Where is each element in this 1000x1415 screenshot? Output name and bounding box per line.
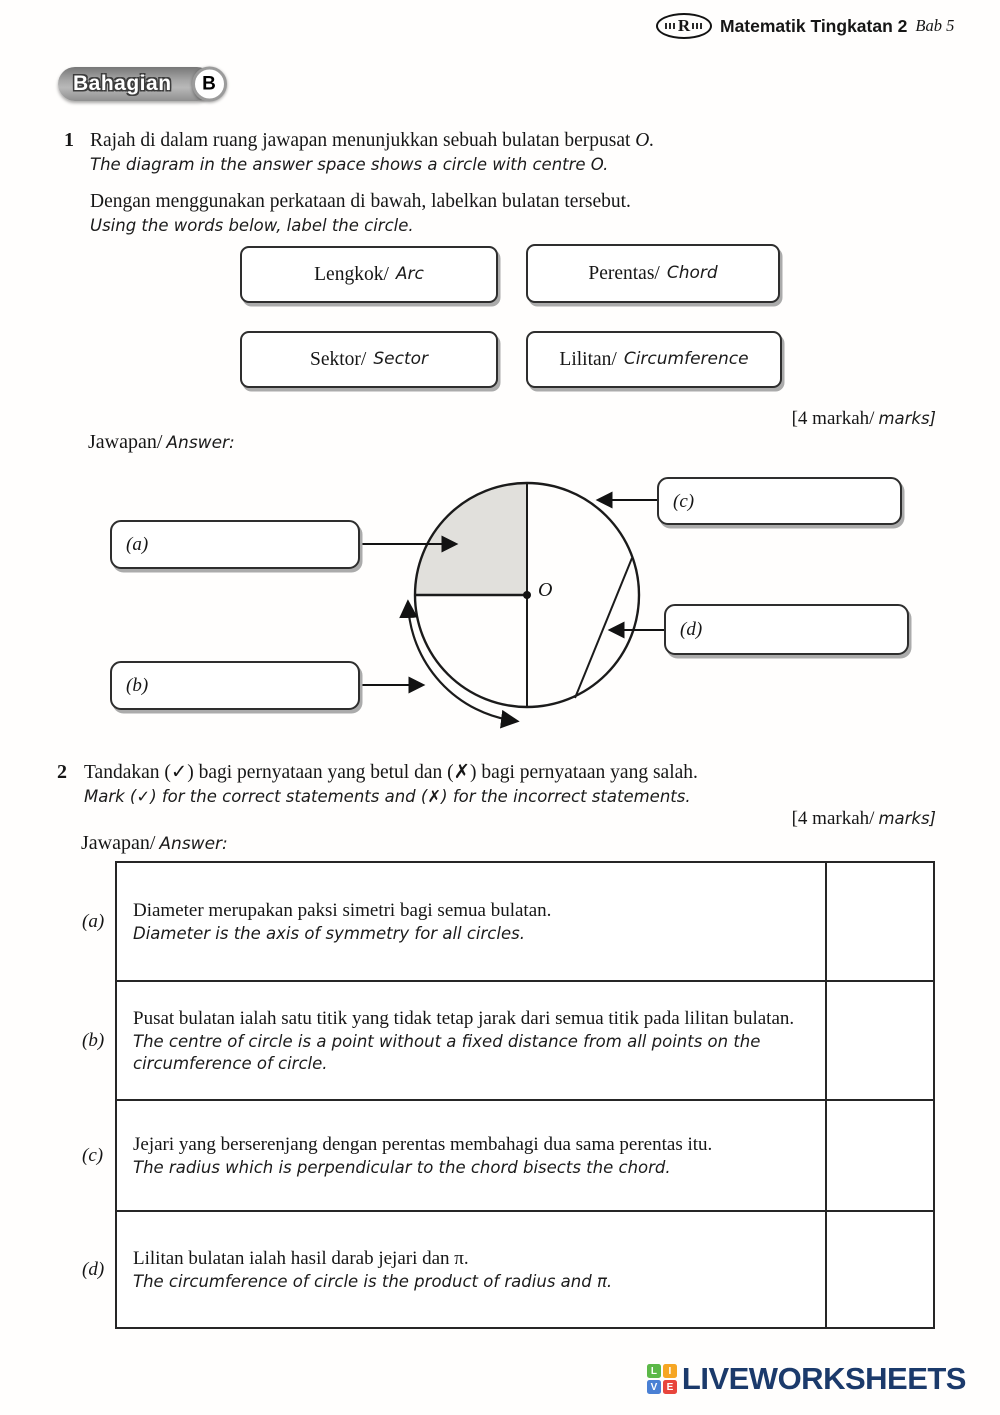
q2-prompt-my: Tandakan (✓) bagi pernyataan yang betul dan (✗) bagi pernyataan yang salah.: [84, 762, 698, 783]
publisher-logo: [656, 13, 712, 39]
q1-marks-en: marks]: [878, 409, 936, 428]
statement-d-my: Lilitan bulatan ialah hasil darab jejari dan π.: [133, 1247, 469, 1269]
q2-marks-my: [4 markah/: [791, 808, 875, 829]
word-box-chord-en: Chord: [666, 263, 718, 283]
word-box-arc: [240, 246, 498, 303]
answer-cell-c[interactable]: [825, 1099, 935, 1212]
q1-marks-my: [4 markah/: [791, 408, 875, 429]
table-row: [82, 1099, 935, 1212]
table-row: [82, 861, 935, 982]
q1-answer-label-my: Jawapan/: [88, 431, 163, 453]
answer-box-b[interactable]: [110, 661, 360, 710]
answer-box-b-label: (b): [126, 675, 149, 696]
section-badge-pill: [58, 67, 214, 101]
centre-dot: [523, 591, 531, 599]
answer-cell-b[interactable]: [825, 980, 935, 1101]
page-header: [656, 13, 954, 39]
statement-a-en: Diameter is the axis of symmetry for all circles.: [133, 923, 525, 943]
q2-number: 2: [57, 761, 67, 783]
row-label-b: (b): [82, 1029, 105, 1051]
q2-answer-label: [81, 831, 228, 856]
logo-square-i: I: [663, 1364, 677, 1378]
section-badge: [58, 67, 214, 101]
statement-c-en: The radius which is perpendicular to the chord bisects the chord.: [133, 1157, 671, 1177]
answer-cell-a[interactable]: [825, 861, 935, 982]
row-label-a: (a): [82, 910, 105, 932]
logo-decoration-left: [665, 23, 676, 29]
word-box-circumference-my: Lilitan/: [559, 349, 617, 370]
statement-cell-c: [115, 1099, 827, 1212]
statement-c-my: Jejari yang berserenjang dengan perentas membahagi dua sama perentas itu.: [133, 1133, 713, 1155]
statement-cell-d: [115, 1210, 827, 1329]
q1-prompt-my: [90, 128, 750, 153]
q2-answer-label-en: Answer:: [159, 834, 228, 854]
header-chapter: Bab 5: [915, 16, 955, 35]
q1-answer-label: [88, 430, 235, 455]
statement-d-en: The circumference of circle is the product of radius and π.: [133, 1271, 613, 1291]
shaded-sector-region: [415, 483, 527, 595]
statements-table: [82, 861, 935, 1329]
q1-prompt-en: The diagram in the answer space shows a circle with centre O.: [90, 155, 609, 174]
publisher-logo-letter: R: [677, 16, 691, 35]
answer-box-a-label: (a): [126, 534, 149, 555]
word-box-chord: [526, 244, 780, 303]
statement-a-my: Diameter merupakan paksi simetri bagi semua bulatan.: [133, 899, 552, 921]
q2-answer-label-my: Jawapan/: [81, 832, 156, 854]
liveworksheets-icon: [647, 1364, 677, 1394]
row-label-c: (c): [82, 1144, 104, 1166]
liveworksheets-wordmark: LIVEWORKSHEETS: [681, 1361, 966, 1396]
q1-prompt: [90, 128, 750, 237]
answer-box-c[interactable]: [657, 477, 902, 525]
header-title: Matematik Tingkatan 2: [720, 15, 908, 36]
word-box-circumference-en: Circumference: [623, 349, 749, 369]
q2-prompt: [84, 760, 804, 808]
q1-instruction-en: Using the words below, label the circle.: [90, 216, 414, 235]
q2-prompt-en: Mark (✓) for the correct statements and (✗) for the incorrect statements.: [84, 787, 691, 806]
word-box-sector-en: Sector: [373, 349, 428, 369]
statement-cell-b: [115, 980, 827, 1101]
q2-marks: [792, 806, 936, 831]
answer-cell-d[interactable]: [825, 1210, 935, 1329]
section-badge-label: Bahagian: [73, 72, 172, 95]
q1-number: 1: [64, 129, 74, 151]
q1-answer-label-en: Answer:: [166, 433, 235, 453]
section-badge-letter: B: [192, 67, 227, 102]
logo-square-e: E: [663, 1380, 677, 1394]
word-box-sector: [240, 331, 498, 388]
statement-b-my: Pusat bulatan ialah satu titik yang tidak tetap jarak dari semua titik pada lilitan bulatan.: [133, 1007, 795, 1029]
q1-prompt-my-text: Rajah di dalam ruang jawapan menunjukkan sebuah bulatan berpusat: [90, 130, 636, 151]
word-box-arc-my: Lengkok/: [314, 264, 389, 285]
answer-box-d[interactable]: [664, 604, 909, 655]
logo-square-v: V: [647, 1380, 661, 1394]
circle-centre-label: O: [538, 579, 553, 601]
word-box-arc-en: Arc: [395, 264, 424, 284]
q2-marks-en: marks]: [878, 809, 936, 828]
liveworksheets-logo: [647, 1361, 966, 1397]
table-row: [82, 980, 935, 1101]
table-row: [82, 1210, 935, 1329]
answer-box-c-label: (c): [673, 490, 695, 512]
row-label-d: (d): [82, 1258, 105, 1280]
q1-marks: [792, 406, 936, 431]
answer-box-a[interactable]: [110, 520, 360, 569]
q1-prompt-my-centre: O.: [635, 130, 655, 151]
word-box-circumference: [526, 331, 782, 388]
statement-b-en: The centre of circle is a point without a fixed distance from all points on the circumference of circle.: [133, 1031, 761, 1073]
logo-decoration-right: [692, 23, 703, 29]
word-box-chord-my: Perentas/: [588, 263, 660, 284]
statement-cell-a: [115, 861, 827, 982]
logo-square-l: L: [647, 1364, 661, 1378]
q1-instruction-my: Dengan menggunakan perkataan di bawah, labelkan bulatan tersebut.: [90, 191, 631, 212]
answer-box-d-label: (d): [680, 619, 703, 640]
word-box-sector-my: Sektor/: [310, 349, 367, 370]
